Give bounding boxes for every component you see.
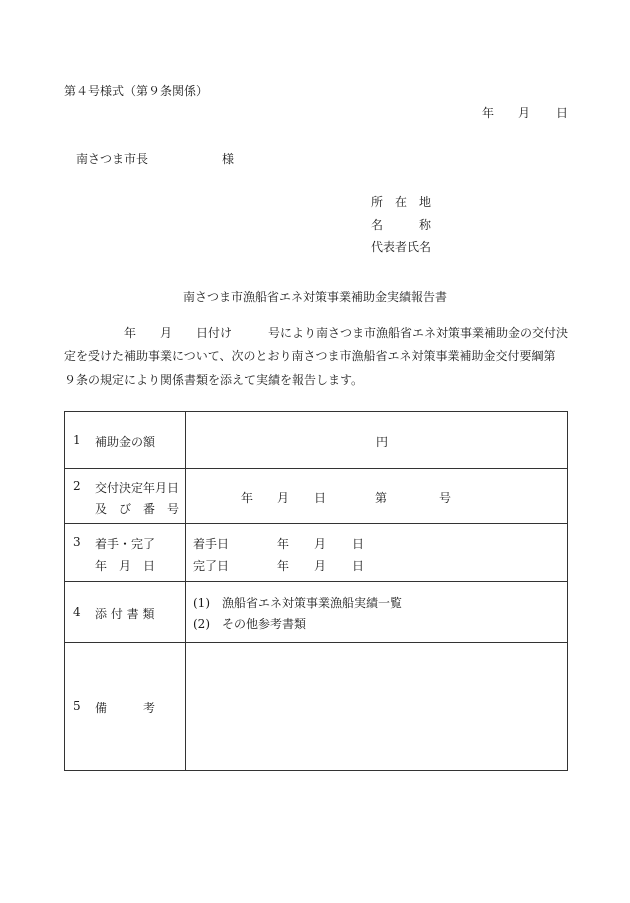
start-day: 日	[352, 537, 365, 551]
table-row	[65, 469, 568, 524]
decision-date-value-cell	[186, 469, 568, 524]
end-month: 月	[314, 559, 327, 573]
start-end-label-line1: 着手・完了	[95, 537, 156, 551]
yen-unit: 円	[376, 435, 389, 449]
attachments-label-cell	[65, 582, 186, 643]
date-day: 日	[556, 106, 569, 120]
decision-date-label-cell	[65, 469, 186, 524]
table-row	[65, 524, 568, 582]
start-month: 月	[314, 537, 327, 551]
attachment-item-1: (1) 漁船省エネ対策事業漁船実績一覧	[193, 596, 402, 610]
attachments-value-cell	[186, 582, 568, 643]
subsidy-amount-label-cell	[65, 412, 186, 469]
applicant-address-label: 所 在 地	[371, 195, 432, 209]
applicant-name-label: 名 称	[371, 218, 432, 232]
start-date-label: 着手日	[193, 537, 230, 551]
decision-day: 日	[314, 491, 327, 505]
subsidy-amount-label: 補助金の額	[95, 435, 156, 449]
decision-dai: 第	[375, 491, 388, 505]
attachment-item-2: (2) その他参考書類	[193, 617, 306, 631]
document-title: 南さつま市漁船省エネ対策事業補助金実績報告書	[182, 290, 447, 304]
date-month: 月	[518, 106, 531, 120]
report-table	[64, 411, 568, 771]
body-line-2: 定を受けた補助事業について、次のとおり南さつま市漁船省エネ対策事業補助金交付要綱第	[64, 349, 556, 364]
start-year: 年	[277, 537, 290, 551]
row-number: 5	[73, 699, 81, 713]
remarks-label: 備 考	[95, 701, 156, 715]
decision-month: 月	[277, 491, 290, 505]
decision-go: 号	[439, 491, 452, 505]
subsidy-amount-value-cell	[186, 412, 568, 469]
end-date-label: 完了日	[193, 559, 230, 573]
addressee-honorific: 様	[222, 152, 235, 166]
applicant-representative-label: 代表者氏名	[371, 240, 432, 254]
body-text	[64, 322, 572, 392]
attachments-label: 添 付 書 類	[95, 607, 155, 621]
start-end-label-cell	[65, 524, 186, 582]
decision-date-label-line1: 交付決定年月日	[95, 481, 180, 495]
row-number: 3	[73, 535, 81, 549]
row-number: 2	[73, 479, 81, 493]
body-line-3: ９条の規定により関係書類を添えて実績を報告します。	[64, 372, 364, 387]
row-number: 1	[73, 433, 81, 447]
remarks-label-cell	[65, 643, 186, 771]
end-year: 年	[277, 559, 290, 573]
table-row	[65, 412, 568, 469]
remarks-value-cell	[186, 643, 568, 771]
body-line-1: 年 月 日付け 号により南さつま市漁船省エネ対策事業補助金の交付決	[64, 326, 569, 340]
decision-year: 年	[241, 491, 254, 505]
table-row	[65, 582, 568, 643]
date-year: 年	[482, 106, 495, 120]
table-row	[65, 643, 568, 771]
start-end-label-line2: 年 月 日	[95, 559, 156, 573]
addressee-name: 南さつま市長	[76, 152, 149, 166]
form-number: 第４号様式（第９条関係）	[64, 84, 209, 98]
row-number: 4	[73, 605, 81, 619]
start-end-value-cell	[186, 524, 568, 582]
decision-date-label-line2: 及 び 番 号	[95, 502, 180, 516]
end-day: 日	[352, 559, 365, 573]
